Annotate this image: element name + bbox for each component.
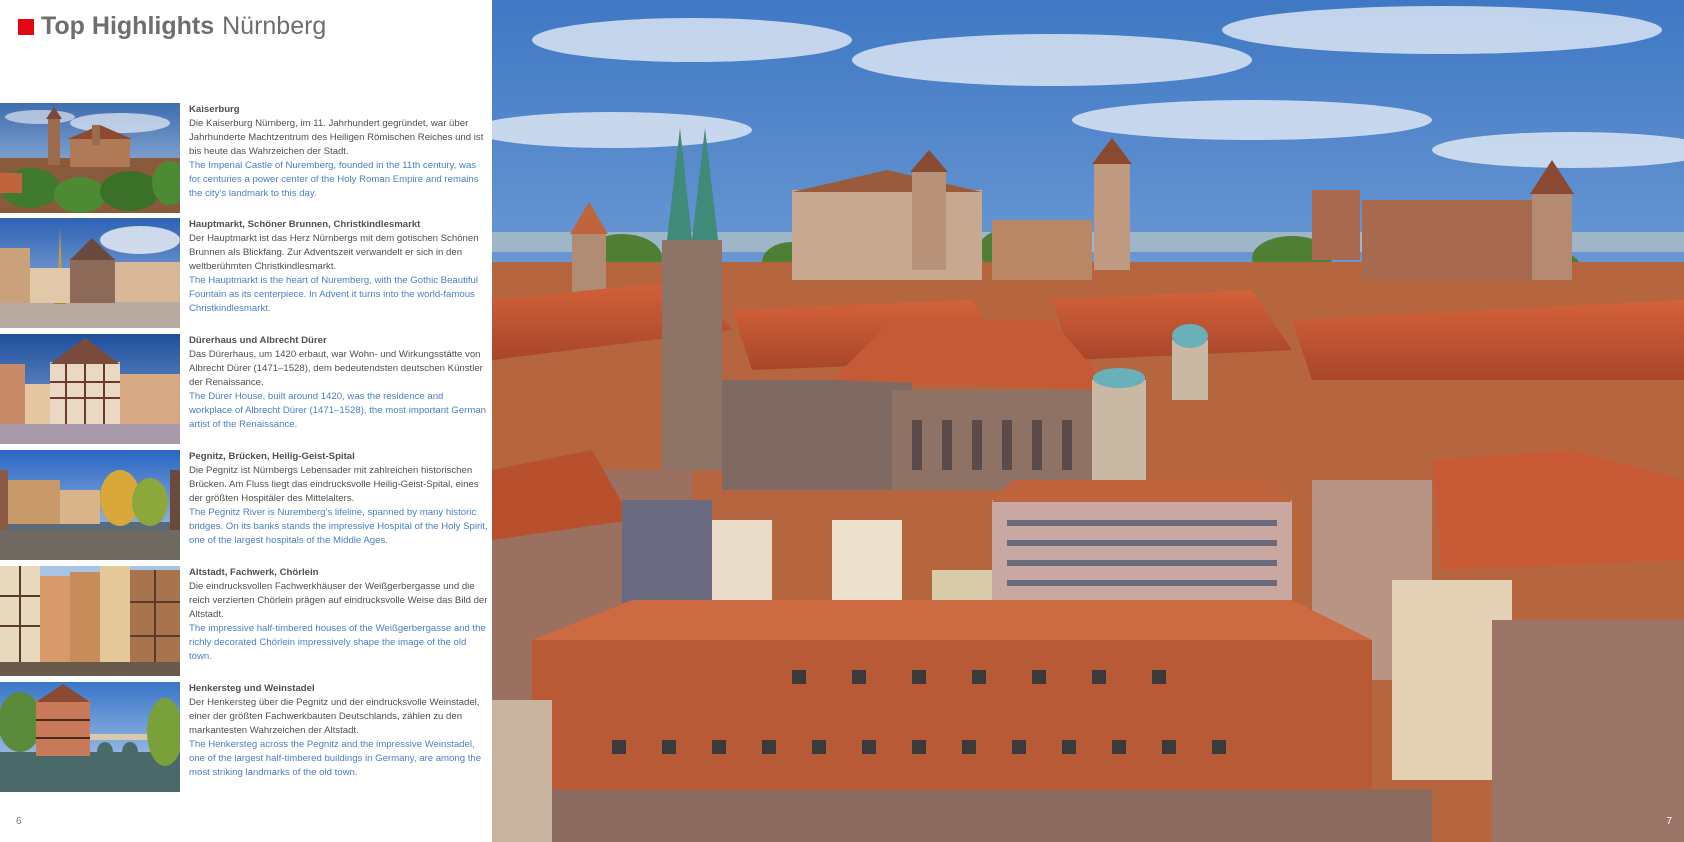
altstadt-photo [0, 566, 180, 676]
entry-heading: Henkersteg und Weinstadel [189, 683, 315, 694]
left-page [0, 0, 492, 842]
entry-heading: Dürerhaus und Albrecht Dürer [189, 335, 327, 346]
highlight-entry-kaiserburg [0, 103, 492, 213]
pegnitz-text [189, 450, 489, 548]
kaiserburg-text [189, 103, 489, 201]
kaiserburg-photo [0, 103, 180, 213]
nuremberg-panorama-photo [492, 0, 1684, 842]
entry-text-english: The impressive half-timbered houses of the Weißgerbergasse and the richly decorated Chörlein impressively shape the image of the old town. [189, 623, 486, 662]
pegnitz-photo [0, 450, 180, 560]
duererhaus-text [189, 334, 489, 432]
henkersteg-text [189, 682, 489, 780]
entry-text-german: Die Pegnitz ist Nürnbergs Lebensader mit zahlreichen historischen Brücken. Am Fluss liegt das eindrucksvolle Heilig-Geist-Spital, eines der größten Hospitäler des Mittelalters. [189, 465, 479, 504]
entry-text-german: Die eindrucksvollen Fachwerkhäuser der Weißgerbergasse und die reich verzierten Chörlein prägen auf eindrucksvolle Weise das Bild der Altstadt. [189, 581, 488, 620]
entry-text-german: Der Henkersteg über die Pegnitz und der eindrucksvolle Weinstadel, einer der größten Fachwerkbauten Deutschlands, zählen zu den markantesten Wahrzeichen der Altstadt. [189, 697, 480, 736]
title-bold: Top Highlights [41, 12, 215, 40]
page-title [18, 12, 326, 41]
entry-heading: Hauptmarkt, Schöner Brunnen, Christkindlesmarkt [189, 219, 421, 230]
highlight-entry-duererhaus [0, 334, 492, 444]
altstadt-text [189, 566, 489, 664]
title-marker-square [18, 19, 34, 35]
entry-text-english: The Imperial Castle of Nuremberg, founded in the 11th century, was for centuries a power center of the Holy Roman Empire and remains the city’s landmark to this day. [189, 160, 479, 199]
entry-heading: Kaiserburg [189, 104, 240, 115]
highlight-entry-hauptmarkt [0, 218, 492, 328]
highlight-entry-altstadt [0, 566, 492, 676]
page-number-left: 6 [16, 816, 22, 827]
entry-text-german: Der Hauptmarkt ist das Herz Nürnbergs mit dem gotischen Schönen Brunnen als Blickfang. Zur Adventszeit verwandelt er sich in den weltberühmten Christkindlesmarkt. [189, 233, 479, 272]
hauptmarkt-text [189, 218, 489, 316]
entry-heading: Altstadt, Fachwerk, Chörlein [189, 567, 319, 578]
entry-text-english: The Dürer House, built around 1420, was the residence and workplace of Albrecht Dürer (1471–1528), the most important German artist of the Renaissance. [189, 391, 487, 430]
entry-text-english: The Pegnitz River is Nuremberg’s lifeline, spanned by many historic bridges. On its banks stands the impressive Hospital of the Holy Spirit, one of the largest hospitals of the Middle Ages. [189, 507, 488, 546]
title-city: Nürnberg [222, 12, 327, 40]
entry-text-german: Das Dürerhaus, um 1420 erbaut, war Wohn- und Wirkungsstätte von Albrecht Dürer (1471–1528), dem bedeutendsten deutschen Künstler der Renaissance. [189, 349, 483, 388]
page-number-right: 7 [1666, 816, 1672, 827]
panorama-illustration [492, 0, 1684, 842]
henkersteg-photo [0, 682, 180, 792]
entry-text-german: Die Kaiserburg Nürnberg, im 11. Jahrhundert gegründet, war über Jahrhunderte Machtzentrum des Heiligen Römischen Reiches und ist bis heute das Wahrzeichen der Stadt. [189, 118, 484, 157]
hauptmarkt-photo [0, 218, 180, 328]
entry-heading: Pegnitz, Brücken, Heilig-Geist-Spital [189, 451, 355, 462]
entry-text-english: The Henkersteg across the Pegnitz and the impressive Weinstadel, one of the largest half-timbered buildings in Germany, are among the most striking landmarks of the old town. [189, 739, 482, 778]
duererhaus-photo [0, 334, 180, 444]
highlight-entry-henkersteg [0, 682, 492, 792]
entry-text-english: The Hauptmarkt is the heart of Nuremberg, with the Gothic Beautiful Fountain as its centerpiece. In Advent it turns into the world-famous Christkindlesmarkt. [189, 275, 479, 314]
highlight-entry-pegnitz [0, 450, 492, 560]
